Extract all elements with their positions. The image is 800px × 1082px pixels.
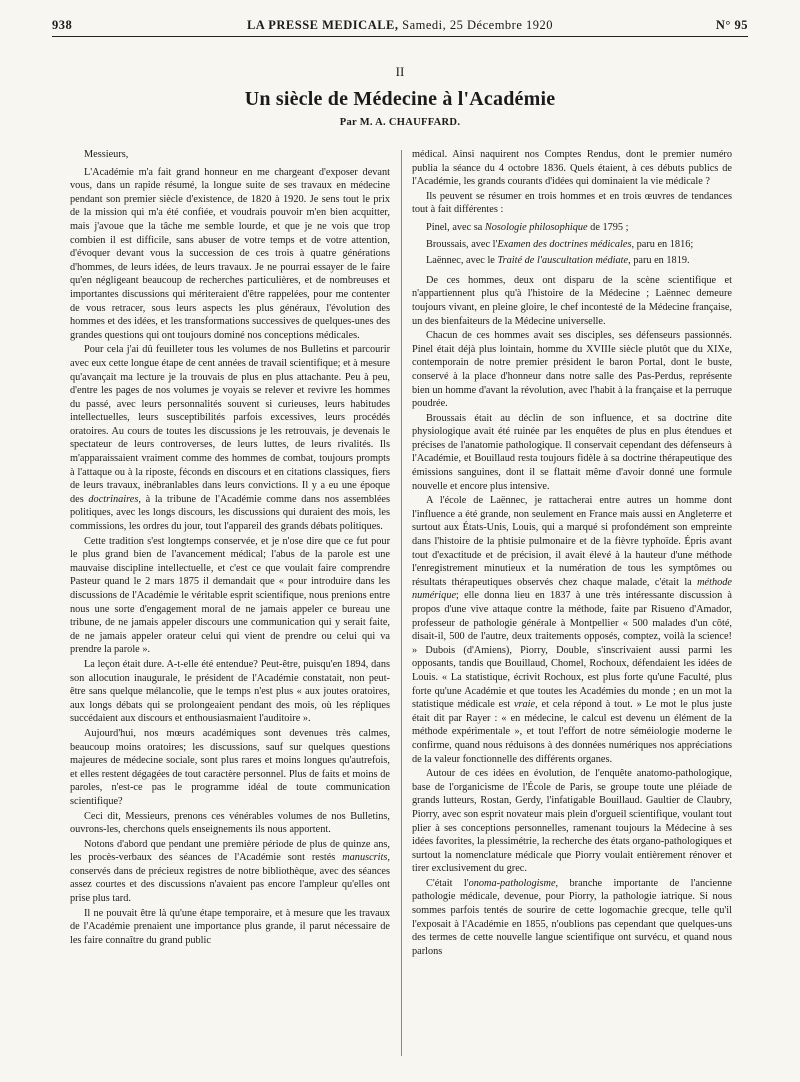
paragraph: C'était l'onoma-pathologisme, branche importante de l'ancienne pathologie médicale, devenue, pour Piorry, la pathologie iatrique. Si nous sommes parfois tentés de sourire de cette logomachie grecque, telle qu'il l'exposait à l'Académie en 1855, n'oublions pas cependant que quelques-uns des termes de cette nouvelle langue scientifique ont survécu, et quand nous parlons (412, 877, 732, 957)
paragraph: De ces hommes, deux ont disparu de la scène scientifique et n'appartiennent plus qu'à l'histoire de la Médecine ; Laënnec demeure toujours vivant, en pleine gloire, le chef incontesté de la Médecine française, un des bienfaiteurs de la Médecine universelle. (412, 274, 732, 327)
article-byline: Par M. A. CHAUFFARD. (339, 117, 461, 128)
issue-date: Samedi, 25 Décembre 1920 (402, 18, 554, 32)
header-rule (52, 36, 748, 37)
right-column (412, 148, 732, 1060)
paragraph: Cette tradition s'est longtemps conservée, et je n'ose dire que ce fut pour le plus grand bien de l'avancement médical; l'abus de la parole est une mauvaise discipline intellectuelle, et c'est ce que voulait faire comprendre Pasteur quand le 2 mars 1875 il demandait que « pour introduire dans les discussions de l'Académie le véritable esprit scientifique, nous prenions entre nous une sorte d'engagement moral de ne jamais appeler ce bureau une tribune, de ne jamais appeler discours une communication qui y serait faite, de ne jamais appeler orateur celui qui vient de prendre ou celui qui va prendre la parole ». (70, 535, 390, 656)
paragraph: Notons d'abord que pendant une première période de plus de quinze ans, les procès-verbaux des séances de l'Académie sont restés manuscrits, conservés dans de précieux registres de notre bibliothèque, avec des séances assez courtes et des discussions n'avaient pas encore l'ampleur qu'elles ont prise plus tard. (70, 838, 390, 905)
list-item: Broussais, avec l'Examen des doctrines médicales, paru en 1816; (426, 238, 694, 250)
paragraph: L'Académie m'a fait grand honneur en me chargeant d'exposer devant vous, dans un rapide résumé, la longue suite de ses travaux en médecine pendant son premier siècle d'existence, de 1820 à 1920. Je sens tout le prix de la mission qui m'a été confiée, et voudrais pouvoir m'en bien acquitter, mais j'avoue que la tâche me semble lourde, et que je ne vois que trop combien il est difficile, sans abuser de votre temps et de votre attention, d'évoquer devant vous la succession de ces trois à quatre générations d'hommes, de leurs idées, de leurs travaux. Je ne pourrai essayer de le faire qu'en négligeant beaucoup de recherches particulières, et de nombreuses et importantes discussions qui mériteraient d'être rappelées, pour me contenter de vous retracer, sous leurs aspects les plus généraux, l'évolution des hommes et des idées, et les transformations successives de quelques-unes des grandes questions qui ont toujours dominé nos conceptions médicales. (70, 166, 390, 341)
paragraph: Autour de ces idées en évolution, de l'enquête anatomo-pathologique, base de l'organicisme de l'École de Paris, se groupe toute une pléiade de grands lutteurs, Rostan, Gerdy, l'infatigable Bouillaud. Gaultier de Claubry, Piorry, avec son esprit novateur mais plein d'orgueil scientifique, voulant tout plier à ses conceptions personnelles, ramenant toujours la Médecine à ses idées favorites, la plessimétrie, la recherche des états organo-pathologiques et surtout la nomenclature médicale que Piorry voulait entièrement rénover et tirer exclusivement du grec. (412, 768, 732, 875)
running-title (52, 18, 748, 33)
list-item: Pinel, avec sa Nosologie philosophique de 1795 ; (426, 221, 629, 233)
column-divider (401, 150, 402, 1056)
salutation: Messieurs, (84, 149, 129, 160)
paragraph: La leçon était dure. A-t-elle été entendue? Peut-être, puisqu'en 1894, dans son allocution inaugurale, le président de l'Académie constatait, non peut-être sans quelque mélancolie, que le temps n'est plus « aux joutes oratoires, aux longs débats qui se prolongeaient pendant des mois, où les répliques succédaient aux discours et enthousiasmaient l'auditoire ». (70, 658, 390, 725)
paragraph: Aujourd'hui, nos mœurs académiques sont devenues très calmes, beaucoup moins oratoires; les discussions, sauf sur quelques questions majeures de médecine sociale, sont plus rares et moins longues qu'autrefois, et elles restent dégagées de tout caractère personnel. Plus de faits et moins de paroles, n'est-ce pas le programme idéal de toute communication scientifique? (70, 727, 390, 807)
paragraph: Broussais était au déclin de son influence, et sa doctrine dite physiologique avait été ruinée par les enquêtes de plus en plus étendues et précises de l'anatomie pathologique. Il conservait cependant des défenseurs à l'Académie, et Bouillaud resta toujours fidèle à sa doctrine thérapeutique des émissions sanguines, dont il se flattait même d'avoir donné une formule nouvelle et encore plus intensive. (412, 412, 732, 492)
paragraph: Pour cela j'ai dû feuilleter tous les volumes de nos Bulletins et parcourir avec eux cette longue étape de cent années de travail scientifique; et à mesure qu'avançait ma lecture je la trouvais de plus en plus attachante. Peu à peu, d'entre les pages de nos volumes je voyais se relever et revivre les hommes du passé, avec leurs personnalités souvent si curieuses, leurs habitudes intellectuelles, leurs susceptibilités parfois excessives, leurs procédés oratoires. Au cours de toutes les discussions je les retrouvais, je devenais le spectateur de leurs controverses, de leurs luttes, de leurs rivalités. Ils m'apparaissaient vraiment comme des hommes de combat, toujours prompts à l'attaque ou à la riposte, féconds en discours et en citations classiques, fiers de leurs travaux, inébranlables dans leurs convictions. Il y a eu une époque des doctrinaires, à la tribune de l'Académie comme dans nos assemblées politiques, avec les longs discours, les discussions qui duraient des mois, les commissions, les ordres du jour, tout l'appareil des grands débats politiques. (70, 344, 390, 533)
issue-number: N° 95 (715, 18, 748, 32)
works-list (412, 221, 732, 268)
article-title: Un siècle de Médecine à l'Académie (244, 88, 556, 110)
list-item: Laënnec, avec le Traité de l'auscultation médiate, paru en 1819. (426, 255, 690, 267)
section-numeral: II (395, 64, 405, 79)
paragraph: Ceci dit, Messieurs, prenons ces vénérables volumes de nos Bulletins, ouvrons-les, cherchons quels enseignements ils nous apportent. (70, 810, 390, 836)
paragraph: Chacun de ces hommes avait ses disciples, ses défenseurs passionnés. Pinel était déjà plus lointain, homme du XVIIIe siècle plutôt que du XIXe, contemporain de notre premier président le baron Portal, dont le buste, conservé à la place d'honneur dans notre salle des Pas-Perdus, représente bien un homme d'avant la révolution, avec l'habit à la française et la perruque poudrée. (412, 330, 732, 410)
paragraph: Ils peuvent se résumer en trois hommes et en trois œuvres de tendances tout à fait différentes : (412, 190, 732, 216)
paragraph: Il ne pouvait être là qu'une étape temporaire, et à mesure que les travaux de l'Académie prenaient une importance plus grande, il parut nécessaire de les faire connaître du grand public (70, 907, 390, 946)
paragraph: médical. Ainsi naquirent nos Comptes Rendus, dont le premier numéro publia la séance du 4 octobre 1836. Quels étaient, à ces débuts publics de l'Académie, les grands courants d'idées qui dominaient la vie médicale ? (412, 149, 732, 188)
journal-name: LA PRESSE MEDICALE, (246, 18, 399, 32)
left-column (70, 148, 390, 1060)
paragraph: A l'école de Laënnec, je rattacherai entre autres un homme dont l'influence a été grande, non seulement en France mais aussi en Angleterre et surtout aux États-Unis, Louis, qui a marqué si profondément son empreinte dans l'histoire de la phtisie pulmonaire et de la fièvre typhoïde. Épris avant tout d'exactitude et de précision, il avait élevé à la hauteur d'une méthode l'enregistrement minutieux et la numération de tous les symptômes ou résultats thérapeutiques observés chez chaque malade, c'était la méthode numérique; elle donna lieu en 1837 à une très intéressante discussion à propos d'une vive attaque contre la méthode, faite par Risueno d'Amador, professeur de pathologie générale à Montpellier « 500 malades d'un côté, disait-il, 500 de l'autre, deux traitements opposés, comptez, voilà la science! » Dubois (d'Amiens), Piorry, Double, s'inscrivaient aussi parmi les opposants, tandis que Bouillaud, Chomel, Rochoux, défendaient les idées de Louis. « La statistique, écrivit Rochoux, est plus forte qu'une Faculté, plus forte qu'une Académie et que toutes les Académies du monde ; en un mot la statistique médicale est vraie, et cela répond à tout. » Le mot le plus juste était dit par Rayer : « en médecine, le calcul est devenu un élément de la méthode expérimentale », et tout l'effort de notre séméiologie moderne le confirme, quand nous réduisons à des données numériques nos appréciations de la valeur fonctionnelle des différents organes. (412, 495, 732, 765)
page-header (52, 14, 748, 36)
page-number: 938 (52, 18, 73, 32)
